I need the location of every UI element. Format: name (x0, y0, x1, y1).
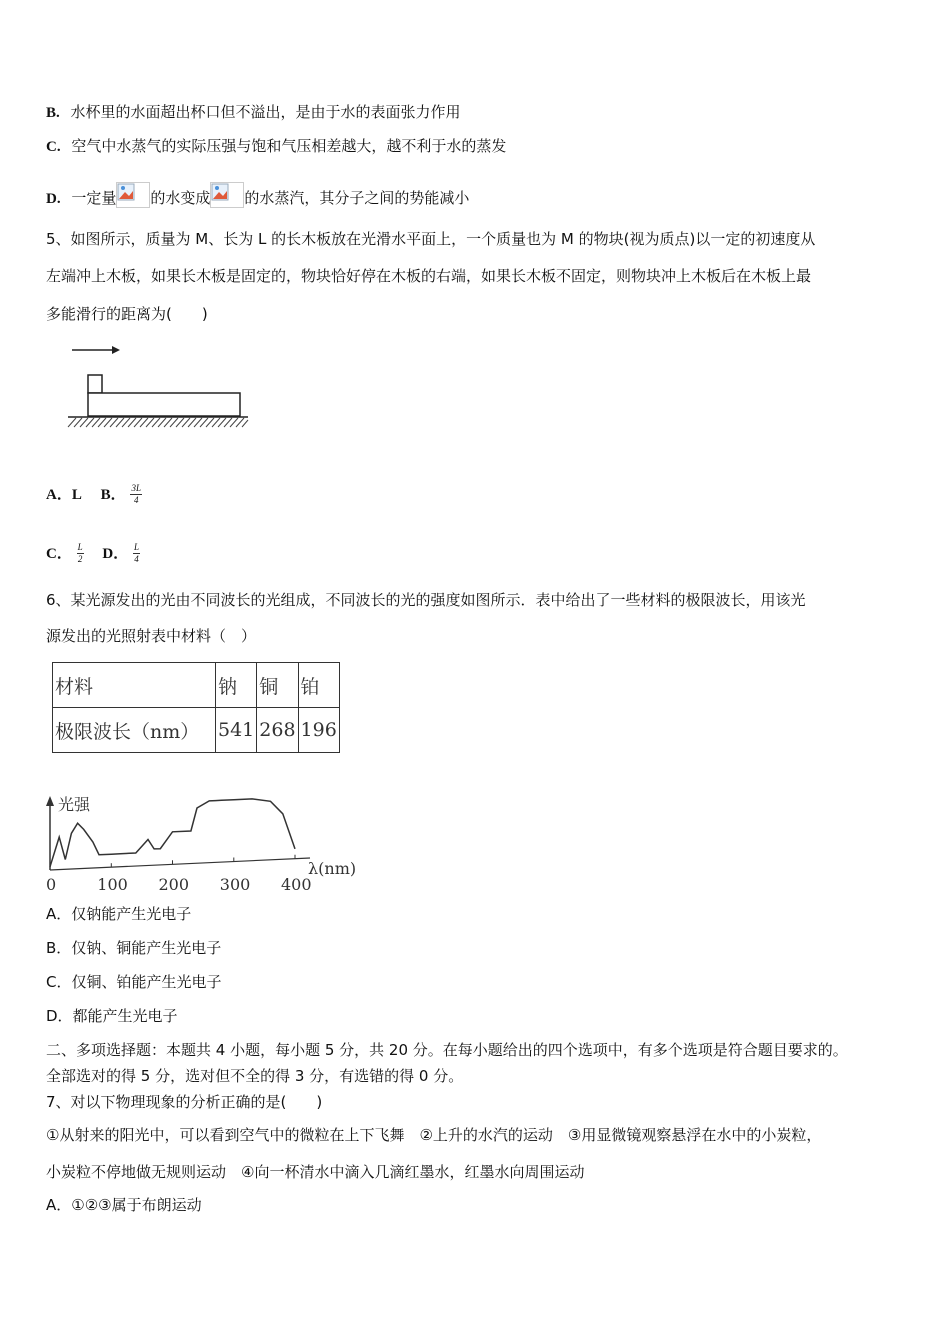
q5-board-diagram (60, 340, 260, 435)
section-2-intro-line-2: 全部选对的得 5 分，选对但不全的得 3 分，有选错的得 0 分。 (46, 1067, 464, 1085)
x-tick-label: 100 (97, 875, 128, 894)
x-axis (50, 858, 310, 870)
option-d (46, 182, 469, 209)
q5-answer-c-label: C． (46, 546, 72, 562)
table-cell: 541 (216, 708, 257, 753)
broken-image-icon (210, 182, 244, 208)
q7-title: 7、对以下物理现象的分析正确的是( ) (46, 1093, 323, 1111)
broken-image-icon (116, 182, 150, 208)
table-cell: 196 (298, 708, 339, 753)
q5-text-line-2: 左端冲上木板，如果长木板是固定的，物块恰好停在木板的右端，如果长木板不固定，则物块冲上木板后在木板上最 (46, 267, 812, 285)
x-tick-label: 300 (219, 875, 251, 894)
option-c-label: C. (46, 139, 61, 155)
q6-option-a: A．仅钠能产生光电子 (46, 905, 192, 923)
option-d-text-3: 的水蒸汽，其分子之间的势能减小 (244, 189, 470, 207)
velocity-arrow-icon (72, 346, 120, 354)
table-row (53, 663, 340, 708)
q5-text-line-3: 多能滑行的距离为( ) (46, 305, 208, 323)
q5-answer-c-fraction: $\frac{L}{2}$ (77, 542, 83, 564)
q7-text-line-2: 小炭粒不停地做无规则运动 ④向一杯清水中滴入几滴红墨水，红墨水向周围运动 (46, 1163, 585, 1181)
x-tick-label: 400 (281, 875, 312, 894)
q6-option-d: D．都能产生光电子 (46, 1007, 178, 1025)
q6-option-c: C．仅铜、铂能产生光电子 (46, 973, 222, 991)
option-c (46, 136, 506, 157)
option-c-text: 空气中水蒸气的实际压强与饱和气压相差越大，越不利于水的蒸发 (71, 137, 507, 155)
table-cell: 铜 (257, 663, 298, 708)
table-cell: 极限波长（nm） (53, 708, 216, 753)
q5-answer-a: L (71, 487, 82, 503)
long-board (88, 393, 240, 416)
option-d-label: D. (46, 191, 61, 207)
x-axis-label: λ(nm) (308, 859, 357, 878)
light-intensity-chart (40, 792, 370, 897)
block (88, 375, 102, 393)
table-cell: 材料 (53, 663, 216, 708)
q5-answer-a-label: A． (46, 487, 72, 503)
option-b-label: B. (46, 105, 60, 121)
q5-text-line-1: 5、如图所示，质量为 M、长为 L 的长木板放在光滑水平面上，一个质量也为 M 的物块(视为质点)以一定的初速度从 (46, 230, 816, 248)
table-row (53, 708, 340, 753)
material-table (52, 662, 340, 753)
q6-option-b: B．仅钠、铜能产生光电子 (46, 939, 222, 957)
q7-option-a: A．①②③属于布朗运动 (46, 1196, 202, 1214)
table-cell: 268 (257, 708, 298, 753)
q5-answers-ab (46, 476, 142, 513)
q5-answer-b-fraction: $\frac{3L}{4}$ (131, 483, 141, 505)
x-tick-label: 0 (46, 875, 57, 894)
table-cell: 铂 (298, 663, 339, 708)
q5-answer-d-label: D． (102, 546, 129, 562)
section-2-intro-line-1: 二、多项选择题：本题共 4 小题，每小题 5 分，共 20 分。在每小题给出的四个选项中，有多个选项是符合题目要求的。 (46, 1041, 848, 1059)
x-tick-label: 200 (158, 875, 190, 894)
y-axis-label: 光强 (58, 795, 91, 814)
q7-text-line-1: ①从射来的阳光中，可以看到空气中的微粒在上下飞舞 ②上升的水汽的运动 ③用显微镜观察悬浮在水中的小炭粒， (46, 1126, 822, 1144)
ground-hatch (68, 418, 248, 427)
option-b (46, 102, 461, 123)
y-axis-arrow-icon (46, 796, 54, 806)
q5-answers-cd (46, 535, 140, 572)
q5-answer-b-label: B． (100, 487, 126, 503)
option-d-text-1: 一定量 (71, 189, 117, 207)
option-b-text: 水杯里的水面超出杯口但不溢出，是由于水的表面张力作用 (70, 103, 461, 121)
q6-text-line-1: 6、某光源发出的光由不同波长的光组成，不同波长的光的强度如图所示．表中给出了一些材料的极限波长，用该光 (46, 591, 806, 609)
q5-answer-d-fraction: $\frac{L}{4}$ (134, 542, 140, 564)
q6-text-line-2: 源发出的光照射表中材料（ ） (46, 627, 257, 645)
option-d-text-2: 的水变成 (150, 189, 211, 207)
table-cell: 钠 (216, 663, 257, 708)
